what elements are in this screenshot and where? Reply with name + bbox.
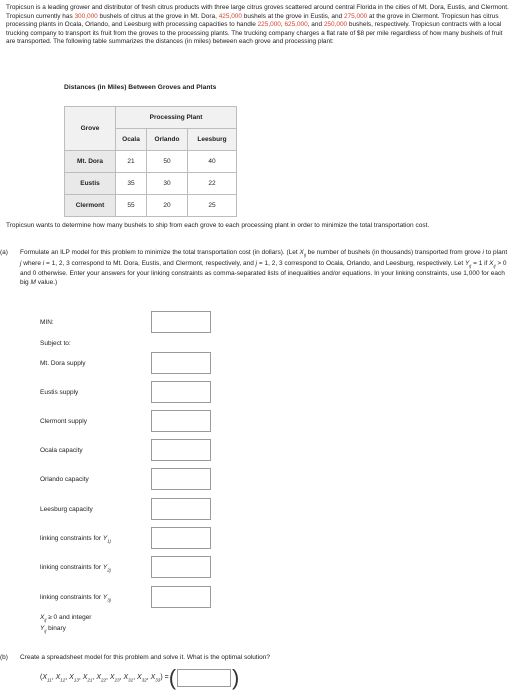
eustis-supply-label: Eustis supply (40, 389, 79, 396)
mt-dora-supply-input[interactable] (151, 352, 211, 374)
clermont-supply-label: Clermont supply (40, 418, 87, 425)
distance-cell: 55 (116, 195, 147, 217)
distance-cell: 30 (147, 173, 188, 195)
close-paren: ) (232, 665, 240, 690)
grove-name: Mt. Dora (65, 151, 116, 173)
distance-cell: 21 (116, 151, 147, 173)
distance-cell: 22 (188, 173, 237, 195)
table-row (65, 173, 237, 195)
ocala-capacity-input[interactable] (151, 439, 211, 461)
distance-cell: 25 (188, 195, 237, 217)
table-caption: Distances (in Miles) Between Groves and Plants (64, 84, 217, 91)
ocala-capacity-label: Ocala capacity (40, 447, 83, 454)
orlando-capacity-input[interactable] (151, 468, 211, 490)
part-a-instructions: (a) Formulate an ILP model for this problem to minimize the total transportation cost (in dollars). (Let $X_{ij}$ be number of bushels (in thousands) transported from grove i to plant j where i = 1, 2, 3 correspond to Mt. Dora, Eustis, and Clermont, respectively, and j = 1, 2, 3 correspond to Ocala, Orlando, and Leesburg, respectively. Let $Y_{ij} = 1$ if $X_{ij} > 0$ and 0 otherwise. Enter your answers for your linking constraints as comma-separated lists of inequalities and/or equations. In your linking constraints, use 1,000 for each big M value.) (0, 249, 508, 286)
min-objective-input[interactable] (151, 311, 211, 333)
table-row (65, 151, 237, 173)
eustis-supply-input[interactable] (151, 381, 211, 403)
linking-y2-input[interactable] (151, 556, 211, 578)
subject-to-label: Subject to: (40, 340, 71, 347)
open-paren: ( (168, 665, 177, 690)
leesburg-capacity-label: Leesburg capacity (40, 506, 93, 513)
distance-cell: 40 (188, 151, 237, 173)
orlando-capacity-label: Orlando capacity (40, 476, 89, 483)
mt-dora-supply-label: Mt. Dora supply (40, 360, 86, 367)
grove-header: Grove (65, 107, 116, 151)
plant-orlando: Orlando (147, 129, 188, 151)
distance-table (64, 106, 237, 217)
problem-intro: Tropicsun is a leading grower and distributor of fresh citrus products with three large citrus groves scattered around central Florida in the cities of Mt. Dora, Eustis, and Clermont. Tropicsun currently has 300,000 bushels of citrus at the grove in Mt. Dora, 425,000 bushels at the grove in Eustis, and 275,000 at the grove in Clermont. Tropicsun has citrus processing plants in Ocala, Orlando, and Leesburg with processing capacities to handle 225,000, 625,000, and 250,000 bushels, respectively. Tropicsun contracts with a local trucking company to transport its fruit from the groves to the processing plants. The trucking company charges a flat rate of $8 per mile regardless of how many bushels of fruit are transported. The following table summarizes the distances (in miles) between each grove and processing plant: (6, 4, 509, 46)
variable-restrictions: $X_{ij} \ge 0$ and integer $Y_{ij}$ binary (40, 614, 92, 634)
table-row (65, 195, 237, 217)
plant-leesburg: Leesburg (188, 129, 237, 151)
linking-y3-input[interactable] (151, 586, 211, 608)
plant-header: Processing Plant (116, 107, 237, 129)
grove-name: Clermont (65, 195, 116, 217)
distance-cell: 50 (147, 151, 188, 173)
min-label: MIN: (40, 319, 54, 326)
linking-y1-label: linking constraints for $Y_{1j}$ (40, 535, 111, 544)
plant-ocala: Ocala (116, 129, 147, 151)
linking-y3-label: linking constraints for $Y_{3j}$ (40, 594, 111, 603)
objective-statement: Tropicsun wants to determine how many bushels to ship from each grove to each processing plant in order to minimize the total transportation cost. (6, 222, 430, 229)
clermont-supply-input[interactable] (151, 410, 211, 432)
solution-vector-label: ($X_{11}$, $X_{12}$, $X_{13}$, $X_{21}$, $X_{22}$, $X_{23}$, $X_{31}$, $X_{32}$, $X_{33}$) = (40, 673, 169, 683)
distance-cell: 35 (116, 173, 147, 195)
grove-name: Eustis (65, 173, 116, 195)
part-b-label: (b) (0, 654, 8, 661)
linking-y1-input[interactable] (151, 527, 211, 549)
leesburg-capacity-input[interactable] (151, 498, 211, 520)
linking-y2-label: linking constraints for $Y_{2j}$ (40, 564, 111, 573)
part-a-label: (a) (0, 249, 8, 256)
optimal-solution-line (40, 665, 240, 690)
optimal-solution-input[interactable] (177, 669, 231, 687)
distance-cell: 20 (147, 195, 188, 217)
part-b-question: (b) Create a spreadsheet model for this problem and solve it. What is the optimal solution? (0, 654, 271, 661)
